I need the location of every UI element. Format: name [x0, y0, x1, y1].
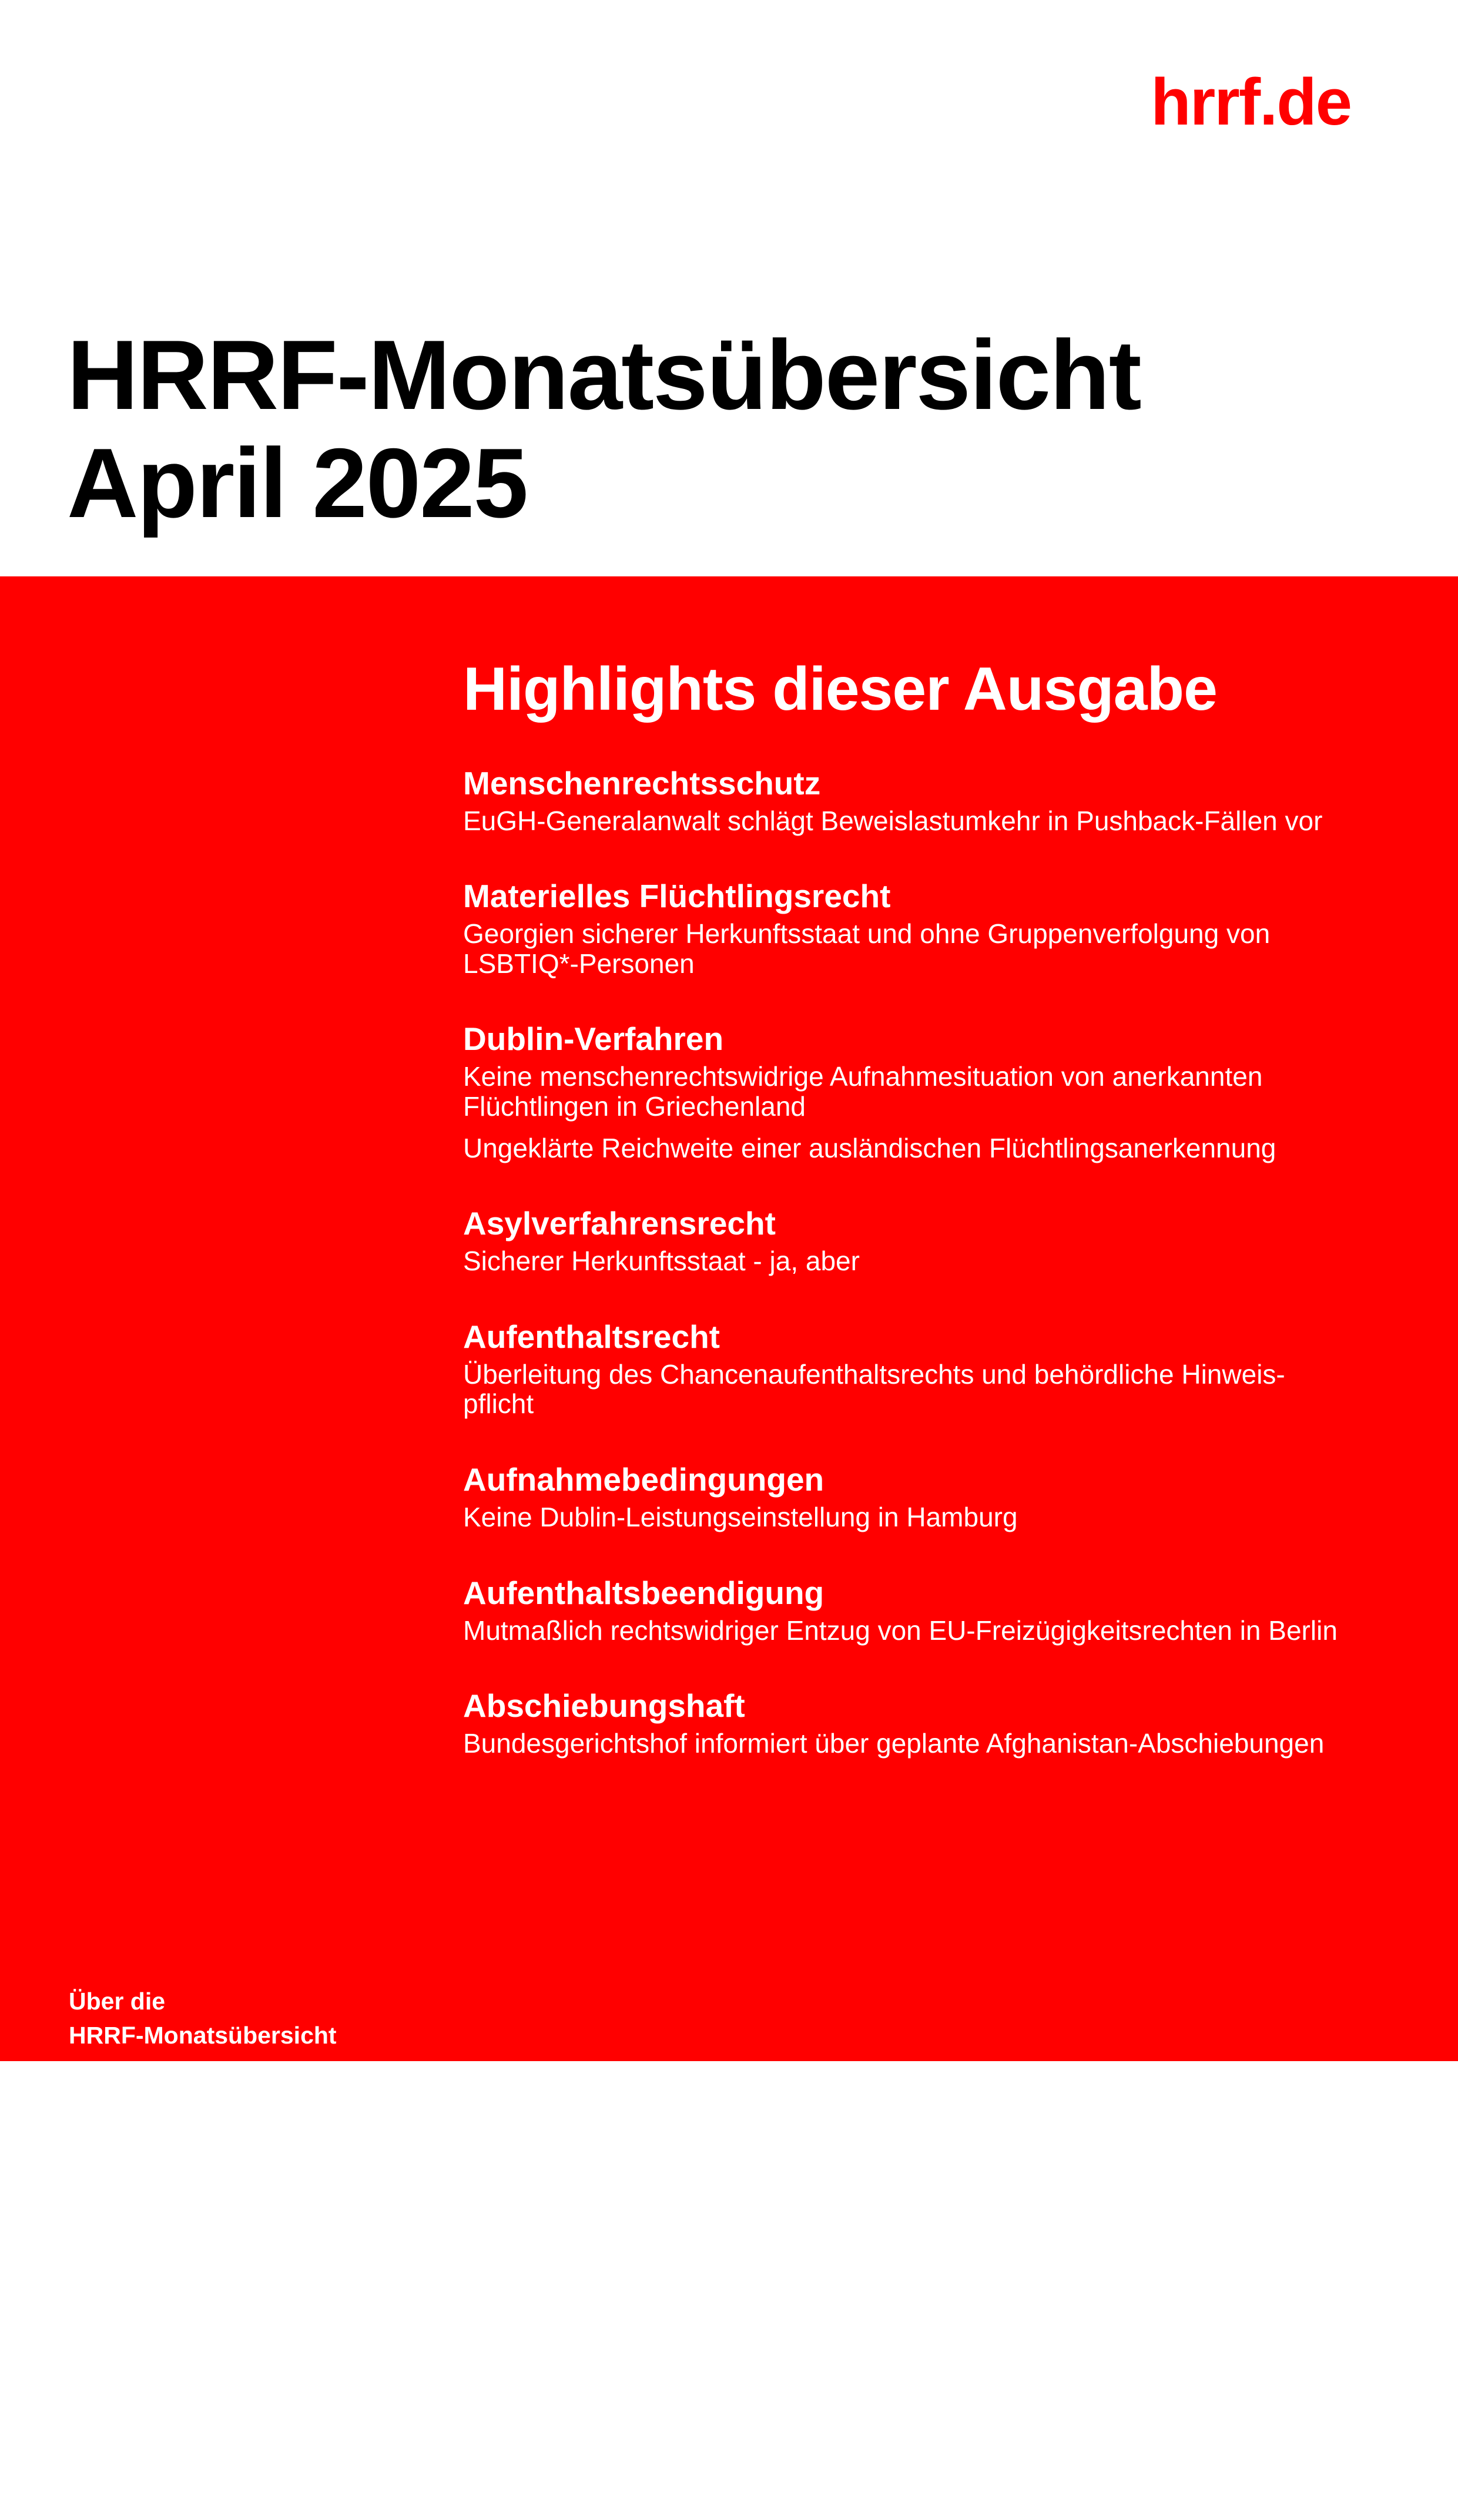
about-contact: Tim Schröder (verantwortlich) Langelohstr. 34 22609 Hamburg Tel. +49 151 64312346 E-Mail: tim@hrrf.de [69, 2296, 323, 2405]
section-item: Keine Dublin-Leistungseinstellung in Hamburg [463, 1501, 1018, 1532]
highlight-section [463, 764, 1392, 836]
section-item: Keine menschenrechtswidrige Aufnahmesituation von anerkannten Flüchtlingen in Griechenland [463, 1061, 1263, 1122]
section-title: Aufenthaltsbeendigung [463, 1574, 824, 1611]
about-divider [69, 2064, 354, 2070]
highlight-section [463, 1204, 1392, 1276]
section-title: Aufnahmebedingungen [463, 1461, 824, 1498]
highlight-section [463, 877, 1392, 978]
section-title: Dublin-Verfahren [463, 1021, 724, 1058]
about-box [69, 1984, 354, 2520]
section-title: Asylverfahrensrecht [463, 1205, 776, 1242]
about-description: Jede HRRF-Monatsübersicht fasst alle flüchtlingsrechtlichen Gerichtsentscheidungen zusam- men, die in den wöchentlichen HRRF-Newslettern des Monats vorgestellt wurden. HRRF-Mo- natsübersichten erscheinen ausschließlich digital und wer- den herausgegeben von: [69, 2091, 347, 2287]
highlight-section [463, 1317, 1392, 1419]
highlights-heading: Highlights dieser Ausgabe [463, 655, 1217, 723]
section-item: EuGH-Generalanwalt schlägt Beweislastumkehr in Pushback-Fällen vor [463, 805, 1323, 836]
page-title [67, 321, 1141, 537]
highlight-section [463, 1573, 1392, 1646]
title-line-2: April 2025 [67, 428, 528, 538]
about-license: Die Inhalte der HRRF-Monats- übersichten stehen unter einer CC BY-NC-SA-4.0-Lizenz. [69, 2414, 331, 2479]
section-title: Menschenrechtsschutz [463, 764, 821, 801]
section-title: Materielles Flüchtlingsrecht [463, 878, 891, 915]
section-item: Bundesgerichtshof informiert über geplante Afghanistan-Abschiebungen [463, 1728, 1325, 1759]
highlight-section [463, 1686, 1392, 1759]
section-item: Überleitung des Chancenaufenthaltsrechts und behördliche Hinweis- pflicht [463, 1358, 1285, 1420]
section-item: Sicherer Herkunftsstaat - ja, aber [463, 1246, 860, 1277]
about-title: Über die HRRF-Monatsübersicht [69, 1988, 337, 2049]
site-logo: hrrf.de [1151, 65, 1351, 139]
about-issn: ISSN: 2943-2871 [69, 2489, 218, 2511]
section-item: Ungeklärte Reichweite einer ausländischen Flüchtlingsanerkennung [463, 1132, 1276, 1163]
highlight-section [463, 1019, 1392, 1163]
highlight-section [463, 1460, 1392, 1532]
section-title: Abschiebungshaft [463, 1687, 745, 1724]
highlights-list [463, 655, 1392, 1800]
section-item: Mutmaßlich rechtswidriger Entzug von EU-Freizügigkeitsrechten in Berlin [463, 1615, 1338, 1646]
section-title: Aufenthaltsrecht [463, 1318, 720, 1355]
section-item: Georgien sicherer Herkunftsstaat und ohne Gruppenverfolgung von LSBTIQ*-Personen [463, 918, 1271, 979]
title-line-1: HRRF-Monatsübersicht [67, 320, 1141, 430]
